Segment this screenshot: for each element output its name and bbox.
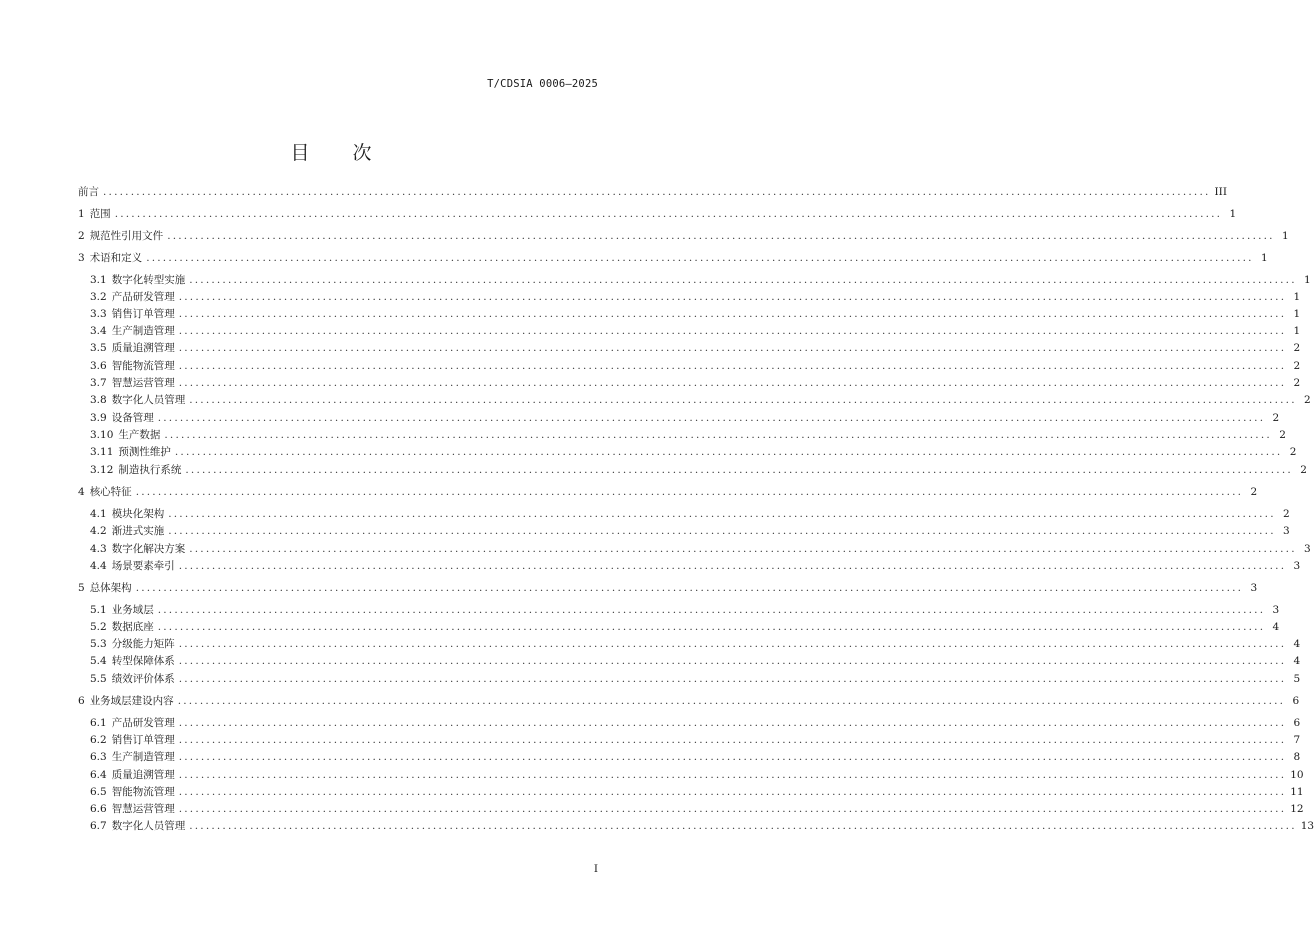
toc-entry[interactable] <box>90 801 1304 817</box>
toc-entry-number: 1 <box>78 208 85 220</box>
toc-entry-number: 6.2 <box>90 734 107 746</box>
toc-entry-number: 5.5 <box>90 673 107 685</box>
toc-entry-page: 2 <box>1283 508 1290 520</box>
toc-entry-page: 8 <box>1293 751 1301 763</box>
toc-entry-label: 智能物流管理 <box>111 786 175 798</box>
toc-dot-leader: ........................................................................................................................................................................................................ <box>178 769 1287 781</box>
toc-dot-leader: ........................................................................................................................................................................................................ <box>135 582 1244 594</box>
toc-dot-leader: ........................................................................................................................................................................................................ <box>178 655 1287 667</box>
toc-entry-page: 6 <box>1292 695 1300 707</box>
toc-entry-label: 生产制造管理 <box>111 325 175 337</box>
toc-entry[interactable] <box>90 671 1301 687</box>
toc-entry-number: 3.12 <box>90 464 114 476</box>
toc-entry-label: 质量追溯管理 <box>111 769 175 781</box>
toc-entry[interactable] <box>90 523 1290 539</box>
toc-dot-leader: ........................................................................................................................................................................................................ <box>103 186 1211 198</box>
toc-entry-page: 4 <box>1272 621 1280 633</box>
toc-entry-number: 2 <box>78 230 85 242</box>
toc-dot-leader: ........................................................................................................................................................................................................ <box>178 342 1287 354</box>
page-title: 目 次 <box>290 142 384 164</box>
toc-entry-page: 2 <box>1300 464 1307 476</box>
toc-entry[interactable] <box>90 619 1280 635</box>
toc-entry-page: 7 <box>1293 734 1301 746</box>
toc-entry-number: 3.9 <box>90 412 107 424</box>
toc-entry-page: 1 <box>1304 274 1311 286</box>
toc-dot-leader: ........................................................................................................................................................................................................ <box>189 543 1297 555</box>
toc-entry-label: 数据底座 <box>111 621 154 633</box>
toc-entry-page: 6 <box>1293 717 1301 729</box>
toc-entry-page: 3 <box>1293 560 1301 572</box>
toc-entry-number: 6.1 <box>90 717 107 729</box>
toc-entry-page: 2 <box>1279 429 1286 441</box>
toc-entry-number: 3.4 <box>90 325 107 337</box>
toc-entry[interactable] <box>78 580 1258 596</box>
toc-entry-page: 1 <box>1229 208 1237 220</box>
toc-dot-leader: ........................................................................................................................................................................................................ <box>114 208 1223 220</box>
toc-entry-page: 2 <box>1272 412 1280 424</box>
toc-dot-leader: ........................................................................................................................................................................................................ <box>189 394 1297 406</box>
toc-entry[interactable] <box>90 506 1290 522</box>
toc-dot-leader: ........................................................................................................................................................................................................ <box>174 446 1283 458</box>
toc-entry[interactable] <box>90 427 1286 443</box>
toc-entry-number: 3.11 <box>90 446 114 458</box>
toc-entry[interactable] <box>90 272 1311 288</box>
toc-dot-leader: ........................................................................................................................................................................................................ <box>177 695 1286 707</box>
toc-entry-number: 3.8 <box>90 394 107 406</box>
toc-entry[interactable] <box>90 636 1301 652</box>
toc-entry-number: 4.1 <box>90 508 107 520</box>
toc-dot-leader: ........................................................................................................................................................................................................ <box>189 274 1297 286</box>
toc-entry[interactable] <box>90 462 1307 478</box>
toc-entry-label: 总体架构 <box>89 582 132 594</box>
toc-entry-page: 1 <box>1282 230 1289 242</box>
toc-entry-label: 生产制造管理 <box>111 751 175 763</box>
toc-entry-page: 4 <box>1293 655 1301 667</box>
toc-entry-label: 质量追溯管理 <box>111 342 175 354</box>
toc-dot-leader: ........................................................................................................................................................................................................ <box>178 560 1287 572</box>
toc-entry-label: 场景要素牵引 <box>111 560 175 572</box>
toc-entry[interactable] <box>78 206 1237 222</box>
toc-entry-label: 规范性引用文件 <box>89 230 164 242</box>
toc-entry[interactable] <box>78 484 1258 500</box>
toc-entry-label: 分级能力矩阵 <box>111 638 175 650</box>
toc-entry-page: 13 <box>1300 820 1314 832</box>
toc-dot-leader: ........................................................................................................................................................................................................ <box>135 486 1244 498</box>
toc-dot-leader: ........................................................................................................................................................................................................ <box>157 604 1266 616</box>
toc-entry[interactable] <box>90 767 1304 783</box>
toc-entry-page: 3 <box>1304 543 1311 555</box>
toc-entry-label: 范围 <box>89 208 111 220</box>
toc-entry[interactable] <box>78 228 1289 244</box>
toc-entry-page: 3 <box>1283 525 1290 537</box>
toc-entry-page: 2 <box>1293 377 1301 389</box>
toc-entry-number: 5.4 <box>90 655 107 667</box>
toc-dot-leader: ........................................................................................................................................................................................................ <box>168 508 1276 520</box>
toc-entry-number: 3.3 <box>90 308 107 320</box>
toc-entry-page: 12 <box>1290 803 1304 815</box>
toc-entry-label: 产品研发管理 <box>111 291 175 303</box>
toc-entry[interactable] <box>90 289 1301 305</box>
toc-dot-leader: ........................................................................................................................................................................................................ <box>146 252 1254 264</box>
toc-entry-number: 4.4 <box>90 560 107 572</box>
toc-entry-label: 产品研发管理 <box>111 717 175 729</box>
toc-entry-label: 智慧运营管理 <box>111 377 175 389</box>
document-id: T/CDSIA 0006—2025 <box>487 78 598 90</box>
toc-entry-page: 2 <box>1293 360 1301 372</box>
toc-entry[interactable] <box>78 250 1268 266</box>
toc-entry-label: 核心特征 <box>89 486 132 498</box>
toc-entry-number: 3.7 <box>90 377 107 389</box>
toc-entry-label: 数字化人员管理 <box>111 820 186 832</box>
toc-entry-page: 3 <box>1250 582 1258 594</box>
toc-entry[interactable] <box>90 323 1301 339</box>
toc-entry-label: 绩效评价体系 <box>111 673 175 685</box>
toc-dot-leader: ........................................................................................................................................................................................................ <box>189 820 1297 832</box>
toc-dot-leader: ........................................................................................................................................................................................................ <box>178 717 1287 729</box>
toc-entry-page: 1 <box>1293 308 1301 320</box>
toc-entry[interactable] <box>90 558 1301 574</box>
toc-dot-leader: ........................................................................................................................................................................................................ <box>164 429 1272 441</box>
toc-entry-page: 2 <box>1304 394 1311 406</box>
toc-entry-number: 3.1 <box>90 274 107 286</box>
toc-entry-number: 4.2 <box>90 525 107 537</box>
toc-dot-leader: ........................................................................................................................................................................................................ <box>178 308 1287 320</box>
toc-entry-number: 5 <box>78 582 85 594</box>
toc-entry[interactable] <box>90 444 1297 460</box>
toc-entry[interactable] <box>90 749 1301 765</box>
toc-entry[interactable] <box>90 732 1301 748</box>
toc-dot-leader: ........................................................................................................................................................................................................ <box>178 377 1287 389</box>
toc-entry-number: 3.6 <box>90 360 107 372</box>
toc-dot-leader: ........................................................................................................................................................................................................ <box>178 751 1287 763</box>
toc-entry-page: 2 <box>1289 446 1297 458</box>
toc-entry-number: 6.3 <box>90 751 107 763</box>
toc-entry[interactable] <box>90 653 1301 669</box>
toc-entry-page: III <box>1214 186 1227 198</box>
toc-entry-page: 1 <box>1261 252 1268 264</box>
toc-entry-number: 6.7 <box>90 820 107 832</box>
toc-entry[interactable] <box>90 602 1280 618</box>
toc-entry-label: 前言 <box>78 186 99 198</box>
toc-entry-label: 销售订单管理 <box>111 308 175 320</box>
toc-entry-number: 6.5 <box>90 786 107 798</box>
toc-entry-label: 设备管理 <box>111 412 154 424</box>
toc-entry[interactable] <box>90 784 1304 800</box>
toc-entry-label: 渐进式实施 <box>111 525 165 537</box>
toc-entry-page: 2 <box>1250 486 1258 498</box>
toc-entry[interactable] <box>90 818 1314 834</box>
toc-dot-leader: ........................................................................................................................................................................................................ <box>178 360 1287 372</box>
toc-entry-number: 3.5 <box>90 342 107 354</box>
toc-entry-page: 1 <box>1293 325 1301 337</box>
toc-entry-label: 数字化人员管理 <box>111 394 186 406</box>
toc-entry-label: 模块化架构 <box>111 508 165 520</box>
toc-entry-label: 转型保障体系 <box>111 655 175 667</box>
toc-entry-label: 术语和定义 <box>89 252 143 264</box>
toc-entry-label: 智能物流管理 <box>111 360 175 372</box>
toc-dot-leader: ........................................................................................................................................................................................................ <box>178 291 1287 303</box>
toc-entry[interactable] <box>90 340 1301 356</box>
toc-entry[interactable] <box>90 306 1301 322</box>
toc-entry-label: 生产数据 <box>118 429 161 441</box>
toc-entry[interactable] <box>78 693 1300 709</box>
toc-entry-label: 业务域层 <box>111 604 154 616</box>
toc-entry-label: 数字化转型实施 <box>111 274 186 286</box>
toc-dot-leader: ........................................................................................................................................................................................................ <box>157 412 1266 424</box>
toc-entry-page: 10 <box>1290 769 1304 781</box>
toc-dot-leader: ........................................................................................................................................................................................................ <box>178 673 1287 685</box>
toc-entry-label: 业务域层建设内容 <box>89 695 174 707</box>
toc-entry-number: 4.3 <box>90 543 107 555</box>
toc-entry-page: 3 <box>1272 604 1280 616</box>
toc-entry[interactable] <box>90 392 1311 408</box>
toc-entry[interactable] <box>90 358 1301 374</box>
toc-entry-number: 5.1 <box>90 604 107 616</box>
toc-entry-page: 4 <box>1293 638 1301 650</box>
toc-entry-number: 5.3 <box>90 638 107 650</box>
toc-entry-number: 3.10 <box>90 429 114 441</box>
page-number: I <box>593 863 598 875</box>
toc-entry-number: 5.2 <box>90 621 107 633</box>
toc-entry-label: 预测性维护 <box>118 446 171 458</box>
toc-dot-leader: ........................................................................................................................................................................................................ <box>168 525 1276 537</box>
toc-entry-page: 5 <box>1293 673 1301 685</box>
toc-entry-label: 制造执行系统 <box>118 464 182 476</box>
toc-entry[interactable] <box>90 410 1280 426</box>
toc-entry-label: 销售订单管理 <box>111 734 175 746</box>
toc-dot-leader: ........................................................................................................................................................................................................ <box>178 734 1287 746</box>
toc-entry-number: 6 <box>78 695 85 707</box>
toc-entry-number: 4 <box>78 486 85 498</box>
toc-entry-page: 1 <box>1293 291 1301 303</box>
toc-entry-page: 2 <box>1293 342 1301 354</box>
toc-dot-leader: ........................................................................................................................................................................................................ <box>157 621 1266 633</box>
toc-entry-number: 6.4 <box>90 769 107 781</box>
toc-dot-leader: ........................................................................................................................................................................................................ <box>178 803 1287 815</box>
toc-entry-label: 智慧运营管理 <box>111 803 175 815</box>
toc-entry[interactable] <box>90 541 1311 557</box>
toc-entry[interactable] <box>90 375 1301 391</box>
toc-dot-leader: ........................................................................................................................................................................................................ <box>178 786 1287 798</box>
toc-entry[interactable] <box>78 184 1227 200</box>
toc-entry-label: 数字化解决方案 <box>111 543 186 555</box>
toc-entry-number: 3 <box>78 252 85 264</box>
toc-dot-leader: ........................................................................................................................................................................................................ <box>185 464 1293 476</box>
toc-dot-leader: ........................................................................................................................................................................................................ <box>167 230 1275 242</box>
toc-dot-leader: ........................................................................................................................................................................................................ <box>178 638 1287 650</box>
toc-entry-number: 6.6 <box>90 803 107 815</box>
toc-entry-number: 3.2 <box>90 291 107 303</box>
toc-entry[interactable] <box>90 715 1301 731</box>
toc-dot-leader: ........................................................................................................................................................................................................ <box>178 325 1287 337</box>
toc-entry-page: 11 <box>1290 786 1304 798</box>
